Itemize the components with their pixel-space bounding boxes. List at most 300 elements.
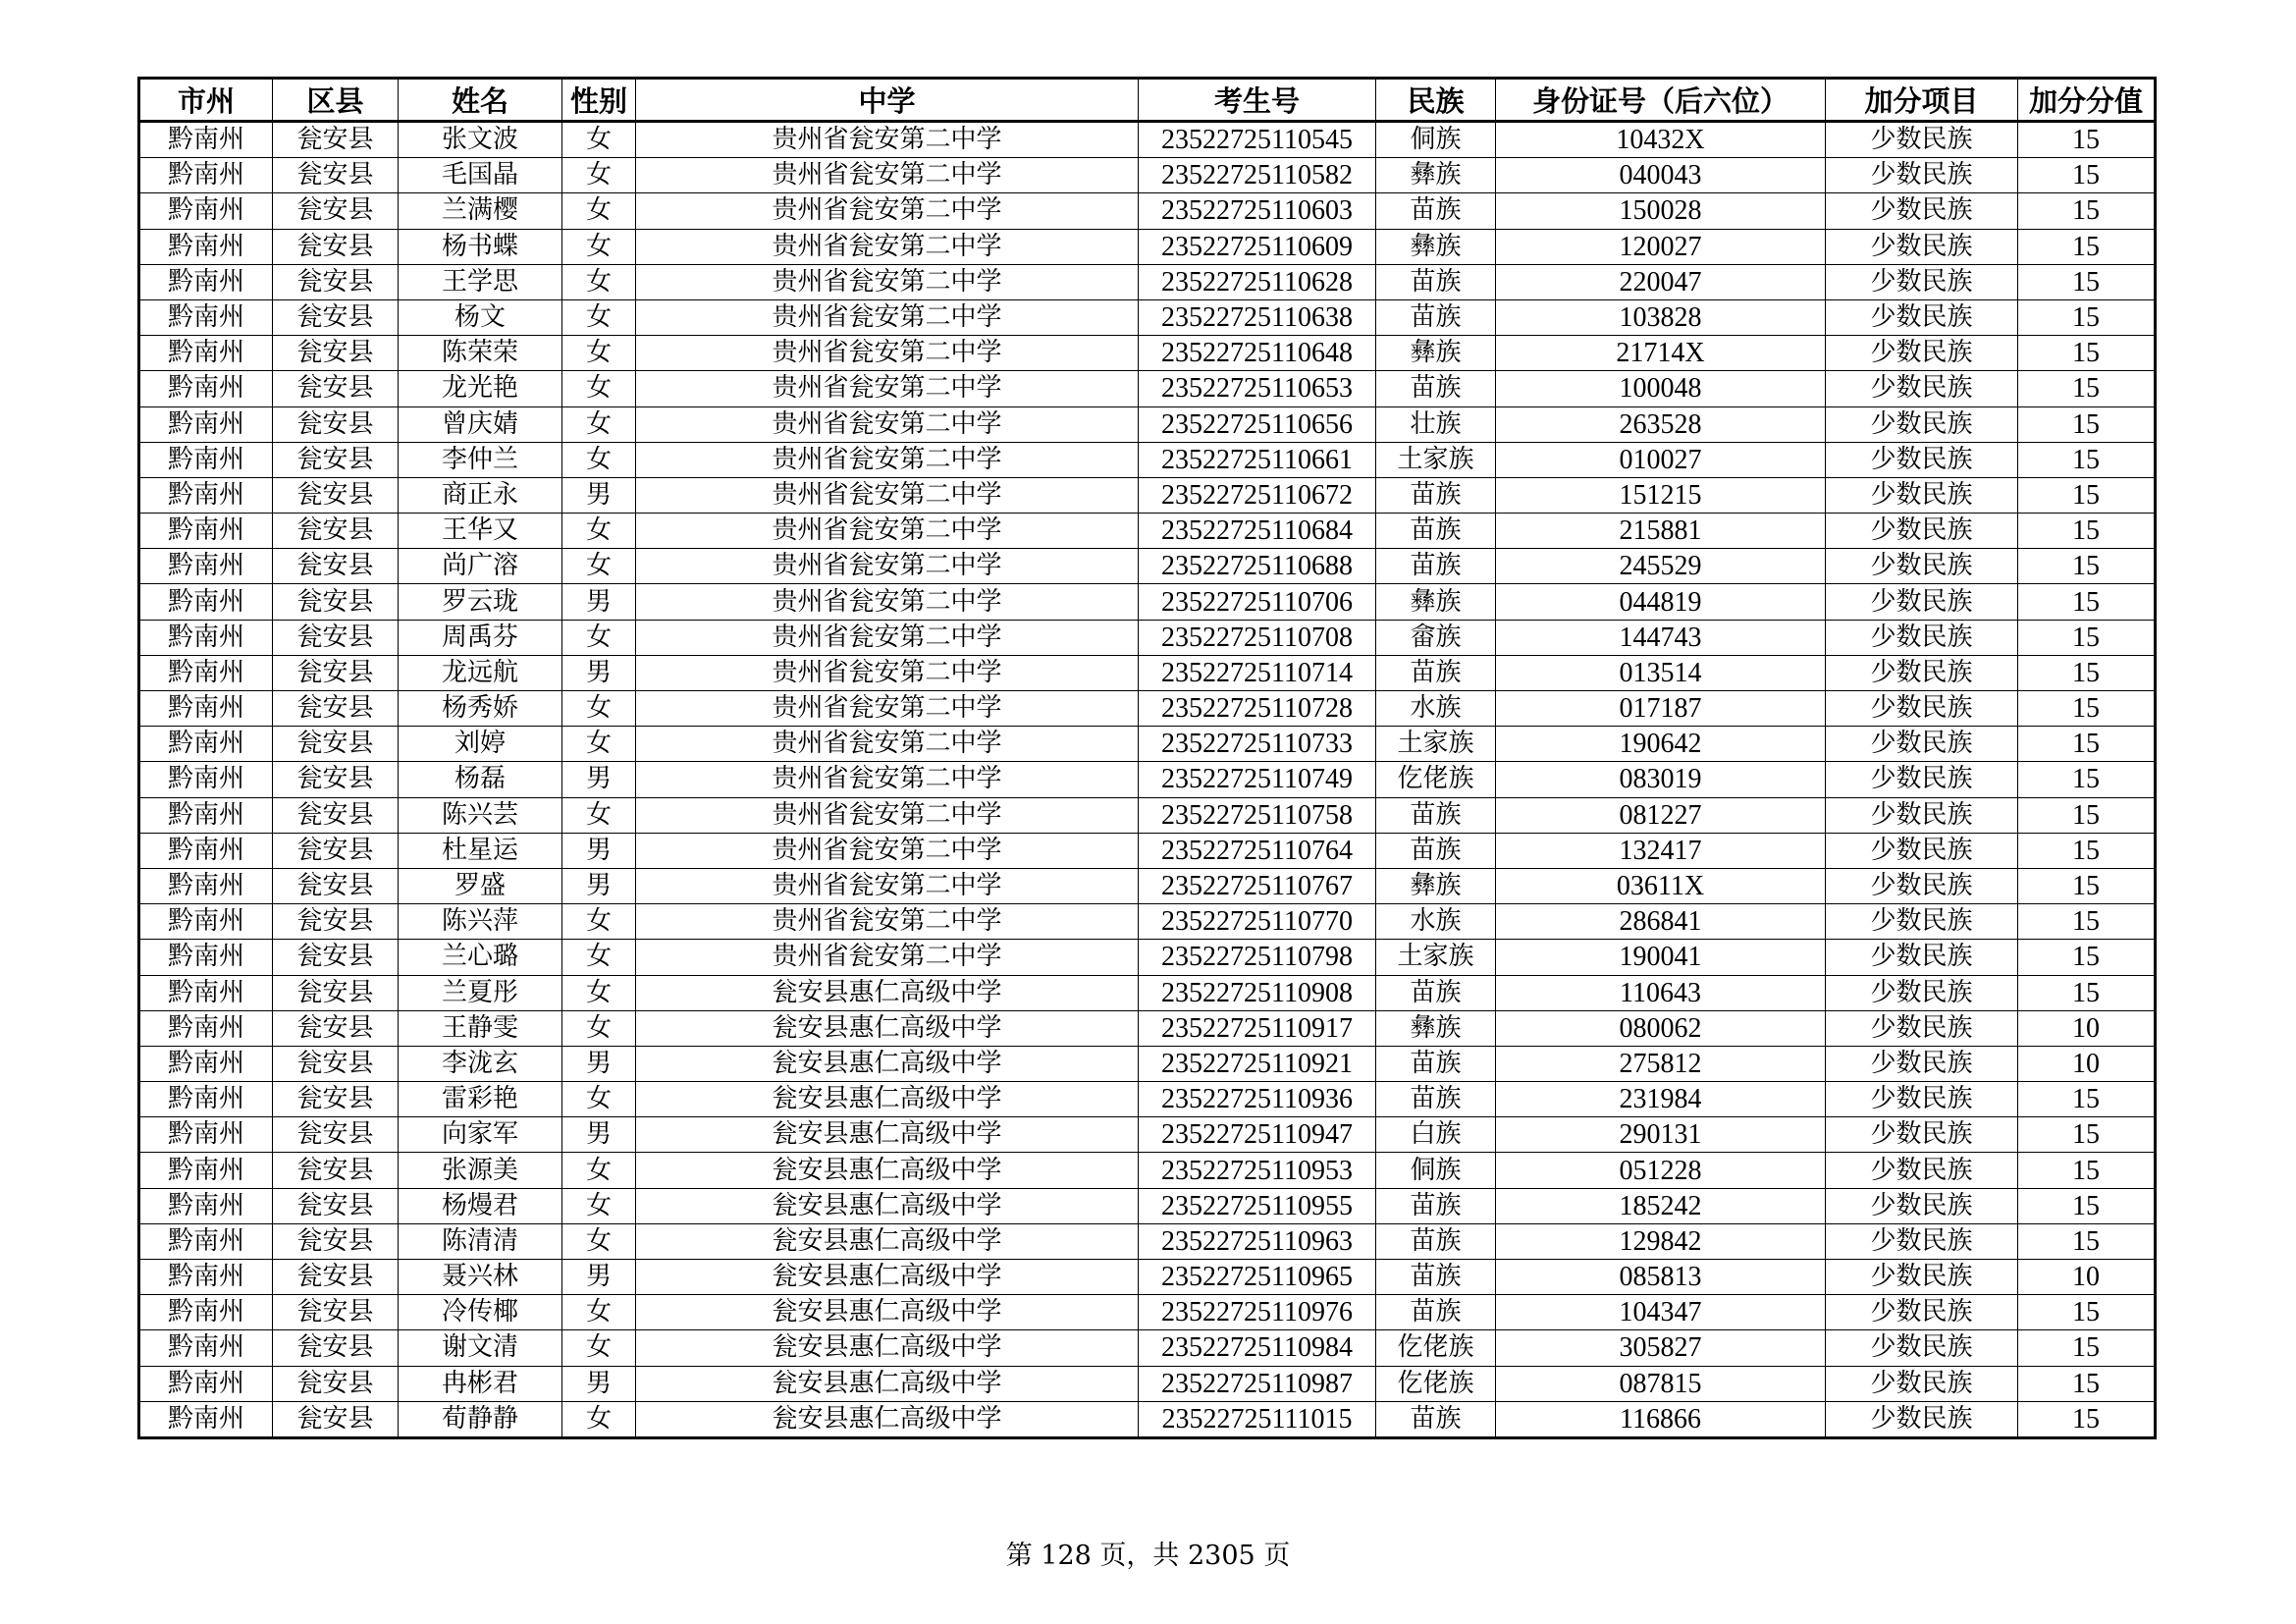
name-cell: 陈兴萍 [399,904,562,940]
ethnicity-cell: 土家族 [1376,442,1496,477]
city-cell: 黔南州 [139,620,273,655]
name-cell: 杨熳君 [399,1188,562,1223]
id-suffix-cell: 286841 [1496,904,1826,940]
school-cell: 贵州省瓮安第二中学 [636,797,1139,833]
city-cell: 黔南州 [139,904,273,940]
county-cell: 瓮安县 [273,1260,399,1295]
county-cell: 瓮安县 [273,1153,399,1188]
bonus-score-cell: 15 [2018,193,2156,229]
bonus-item-cell: 少数民族 [1826,371,2018,406]
id-suffix-cell: 116866 [1496,1401,1826,1437]
table-row [139,193,2156,229]
school-cell: 贵州省瓮安第二中学 [636,229,1139,264]
table-row [139,1010,2156,1046]
bonus-score-cell: 15 [2018,940,2156,975]
name-cell: 张文波 [399,122,562,158]
city-cell: 黔南州 [139,1117,273,1153]
id-suffix-cell: 231984 [1496,1082,1826,1117]
county-cell: 瓮安县 [273,940,399,975]
city-cell: 黔南州 [139,371,273,406]
bonus-score-cell: 15 [2018,477,2156,513]
header-ethnicity: 民族 [1376,79,1496,122]
name-cell: 冷传椰 [399,1295,562,1330]
county-cell: 瓮安县 [273,1010,399,1046]
bonus-item-cell: 少数民族 [1826,1295,2018,1330]
id-suffix-cell: 220047 [1496,264,1826,299]
school-cell: 瓮安县惠仁高级中学 [636,1330,1139,1366]
school-cell: 贵州省瓮安第二中学 [636,442,1139,477]
exam-number-cell: 23522725110582 [1139,158,1376,193]
gender-cell: 女 [562,371,636,406]
table-row [139,1082,2156,1117]
exam-number-cell: 23522725110609 [1139,229,1376,264]
county-cell: 瓮安县 [273,158,399,193]
table-row [139,762,2156,797]
gender-cell: 女 [562,1188,636,1223]
school-cell: 贵州省瓮安第二中学 [636,655,1139,690]
county-cell: 瓮安县 [273,514,399,549]
ethnicity-cell: 侗族 [1376,1153,1496,1188]
exam-number-cell: 23522725110708 [1139,620,1376,655]
table-body [139,122,2156,1438]
bonus-score-cell: 15 [2018,584,2156,620]
id-suffix-cell: 010027 [1496,442,1826,477]
city-cell: 黔南州 [139,122,273,158]
table-row [139,727,2156,762]
bonus-item-cell: 少数民族 [1826,940,2018,975]
exam-number-cell: 23522725110764 [1139,833,1376,868]
table-row [139,1260,2156,1295]
table-row [139,833,2156,868]
bonus-item-cell: 少数民族 [1826,158,2018,193]
table-row [139,122,2156,158]
ethnicity-cell: 苗族 [1376,1188,1496,1223]
school-cell: 瓮安县惠仁高级中学 [636,1188,1139,1223]
table-row [139,158,2156,193]
ethnicity-cell: 苗族 [1376,1223,1496,1259]
exam-number-cell: 23522725110706 [1139,584,1376,620]
bonus-score-cell: 15 [2018,371,2156,406]
ethnicity-cell: 仡佬族 [1376,1366,1496,1401]
header-exam-number: 考生号 [1139,79,1376,122]
id-suffix-cell: 120027 [1496,229,1826,264]
table-row [139,655,2156,690]
county-cell: 瓮安县 [273,477,399,513]
school-cell: 贵州省瓮安第二中学 [636,406,1139,442]
exam-number-cell: 23522725110714 [1139,655,1376,690]
city-cell: 黔南州 [139,1223,273,1259]
name-cell: 尚广溶 [399,549,562,584]
gender-cell: 女 [562,904,636,940]
city-cell: 黔南州 [139,1010,273,1046]
table-row [139,797,2156,833]
gender-cell: 女 [562,691,636,727]
city-cell: 黔南州 [139,940,273,975]
gender-cell: 女 [562,1082,636,1117]
bonus-item-cell: 少数民族 [1826,514,2018,549]
city-cell: 黔南州 [139,1260,273,1295]
gender-cell: 男 [562,477,636,513]
id-suffix-cell: 215881 [1496,514,1826,549]
bonus-item-cell: 少数民族 [1826,193,2018,229]
bonus-item-cell: 少数民族 [1826,229,2018,264]
bonus-score-cell: 15 [2018,620,2156,655]
bonus-item-cell: 少数民族 [1826,406,2018,442]
bonus-score-cell: 15 [2018,833,2156,868]
city-cell: 黔南州 [139,1082,273,1117]
county-cell: 瓮安县 [273,1223,399,1259]
bonus-item-cell: 少数民族 [1826,797,2018,833]
county-cell: 瓮安县 [273,833,399,868]
table-row [139,620,2156,655]
name-cell: 王华又 [399,514,562,549]
exam-number-cell: 23522725110758 [1139,797,1376,833]
school-cell: 贵州省瓮安第二中学 [636,193,1139,229]
name-cell: 罗云珑 [399,584,562,620]
id-suffix-cell: 275812 [1496,1046,1826,1081]
gender-cell: 女 [562,1223,636,1259]
school-cell: 贵州省瓮安第二中学 [636,336,1139,371]
id-suffix-cell: 21714X [1496,336,1826,371]
county-cell: 瓮安县 [273,264,399,299]
school-cell: 瓮安县惠仁高级中学 [636,1260,1139,1295]
ethnicity-cell: 土家族 [1376,940,1496,975]
school-cell: 贵州省瓮安第二中学 [636,122,1139,158]
exam-number-cell: 23522725110628 [1139,264,1376,299]
id-suffix-cell: 03611X [1496,868,1826,903]
bonus-score-cell: 15 [2018,122,2156,158]
id-suffix-cell: 103828 [1496,299,1826,335]
table-row [139,1188,2156,1223]
school-cell: 贵州省瓮安第二中学 [636,549,1139,584]
gender-cell: 男 [562,1366,636,1401]
gender-cell: 女 [562,336,636,371]
exam-number-cell: 23522725110984 [1139,1330,1376,1366]
table-row [139,1366,2156,1401]
city-cell: 黔南州 [139,727,273,762]
ethnicity-cell: 彝族 [1376,584,1496,620]
school-cell: 贵州省瓮安第二中学 [636,620,1139,655]
school-cell: 瓮安县惠仁高级中学 [636,1153,1139,1188]
ethnicity-cell: 苗族 [1376,549,1496,584]
gender-cell: 男 [562,868,636,903]
id-suffix-cell: 151215 [1496,477,1826,513]
name-cell: 张源美 [399,1153,562,1188]
name-cell: 毛国晶 [399,158,562,193]
bonus-item-cell: 少数民族 [1826,1082,2018,1117]
table-row [139,477,2156,513]
name-cell: 李泷玄 [399,1046,562,1081]
ethnicity-cell: 水族 [1376,904,1496,940]
bonus-score-cell: 15 [2018,1366,2156,1401]
name-cell: 刘婷 [399,727,562,762]
city-cell: 黔南州 [139,514,273,549]
table-row [139,1401,2156,1437]
school-cell: 贵州省瓮安第二中学 [636,762,1139,797]
header-row [139,79,2156,122]
name-cell: 罗盛 [399,868,562,903]
county-cell: 瓮安县 [273,1366,399,1401]
name-cell: 荀静静 [399,1401,562,1437]
bonus-score-cell: 15 [2018,1117,2156,1153]
city-cell: 黔南州 [139,868,273,903]
name-cell: 龙光艳 [399,371,562,406]
ethnicity-cell: 苗族 [1376,193,1496,229]
bonus-score-cell: 15 [2018,514,2156,549]
school-cell: 贵州省瓮安第二中学 [636,833,1139,868]
bonus-item-cell: 少数民族 [1826,655,2018,690]
ethnicity-cell: 土家族 [1376,727,1496,762]
gender-cell: 女 [562,940,636,975]
ethnicity-cell: 仡佬族 [1376,1330,1496,1366]
bonus-item-cell: 少数民族 [1826,1401,2018,1437]
table-row [139,584,2156,620]
county-cell: 瓮安县 [273,1401,399,1437]
bonus-score-cell: 15 [2018,1082,2156,1117]
gender-cell: 女 [562,514,636,549]
name-cell: 兰满樱 [399,193,562,229]
bonus-item-cell: 少数民族 [1826,264,2018,299]
ethnicity-cell: 白族 [1376,1117,1496,1153]
id-suffix-cell: 263528 [1496,406,1826,442]
bonus-item-cell: 少数民族 [1826,762,2018,797]
bonus-item-cell: 少数民族 [1826,691,2018,727]
bonus-score-cell: 15 [2018,264,2156,299]
name-cell: 杨秀娇 [399,691,562,727]
exam-number-cell: 23522725110656 [1139,406,1376,442]
exam-number-cell: 23522725110672 [1139,477,1376,513]
bonus-item-cell: 少数民族 [1826,1188,2018,1223]
bonus-score-cell: 15 [2018,549,2156,584]
ethnicity-cell: 苗族 [1376,264,1496,299]
exam-number-cell: 23522725110963 [1139,1223,1376,1259]
table-row [139,1153,2156,1188]
id-suffix-cell: 083019 [1496,762,1826,797]
county-cell: 瓮安县 [273,797,399,833]
exam-number-cell: 23522725111015 [1139,1401,1376,1437]
bonus-score-cell: 15 [2018,1188,2156,1223]
bonus-score-cell: 15 [2018,1223,2156,1259]
school-cell: 贵州省瓮安第二中学 [636,371,1139,406]
bonus-item-cell: 少数民族 [1826,122,2018,158]
name-cell: 杜星运 [399,833,562,868]
city-cell: 黔南州 [139,762,273,797]
header-id-suffix: 身份证号（后六位） [1496,79,1826,122]
id-suffix-cell: 290131 [1496,1117,1826,1153]
bonus-score-cell: 15 [2018,299,2156,335]
ethnicity-cell: 苗族 [1376,1046,1496,1081]
city-cell: 黔南州 [139,477,273,513]
bonus-item-cell: 少数民族 [1826,1153,2018,1188]
exam-number-cell: 23522725110936 [1139,1082,1376,1117]
name-cell: 陈荣荣 [399,336,562,371]
ethnicity-cell: 苗族 [1376,477,1496,513]
school-cell: 贵州省瓮安第二中学 [636,584,1139,620]
bonus-item-cell: 少数民族 [1826,904,2018,940]
bonus-score-cell: 15 [2018,158,2156,193]
name-cell: 雷彩艳 [399,1082,562,1117]
county-cell: 瓮安县 [273,1295,399,1330]
county-cell: 瓮安县 [273,229,399,264]
bonus-score-cell: 15 [2018,904,2156,940]
id-suffix-cell: 087815 [1496,1366,1826,1401]
table-row [139,371,2156,406]
ethnicity-cell: 苗族 [1376,1401,1496,1437]
gender-cell: 女 [562,406,636,442]
county-cell: 瓮安县 [273,975,399,1010]
name-cell: 向家军 [399,1117,562,1153]
id-suffix-cell: 129842 [1496,1223,1826,1259]
id-suffix-cell: 013514 [1496,655,1826,690]
bonus-item-cell: 少数民族 [1826,727,2018,762]
city-cell: 黔南州 [139,336,273,371]
county-cell: 瓮安县 [273,336,399,371]
city-cell: 黔南州 [139,299,273,335]
gender-cell: 男 [562,762,636,797]
ethnicity-cell: 苗族 [1376,975,1496,1010]
bonus-item-cell: 少数民族 [1826,1366,2018,1401]
name-cell: 兰心璐 [399,940,562,975]
gender-cell: 女 [562,229,636,264]
school-cell: 贵州省瓮安第二中学 [636,299,1139,335]
ethnicity-cell: 彝族 [1376,868,1496,903]
exam-number-cell: 23522725110987 [1139,1366,1376,1401]
ethnicity-cell: 苗族 [1376,299,1496,335]
name-cell: 王静雯 [399,1010,562,1046]
county-cell: 瓮安县 [273,584,399,620]
name-cell: 谢文清 [399,1330,562,1366]
table-row [139,904,2156,940]
gender-cell: 男 [562,833,636,868]
bonus-score-cell: 15 [2018,691,2156,727]
id-suffix-cell: 185242 [1496,1188,1826,1223]
table-header [139,79,2156,122]
county-cell: 瓮安县 [273,1188,399,1223]
id-suffix-cell: 190041 [1496,940,1826,975]
table-row [139,299,2156,335]
city-cell: 黔南州 [139,264,273,299]
table-row [139,1223,2156,1259]
exam-number-cell: 23522725110638 [1139,299,1376,335]
school-cell: 瓮安县惠仁高级中学 [636,975,1139,1010]
table-row [139,1117,2156,1153]
id-suffix-cell: 245529 [1496,549,1826,584]
id-suffix-cell: 150028 [1496,193,1826,229]
name-cell: 兰夏彤 [399,975,562,1010]
id-suffix-cell: 104347 [1496,1295,1826,1330]
city-cell: 黔南州 [139,442,273,477]
id-suffix-cell: 110643 [1496,975,1826,1010]
exam-number-cell: 23522725110770 [1139,904,1376,940]
city-cell: 黔南州 [139,1295,273,1330]
name-cell: 陈兴芸 [399,797,562,833]
gender-cell: 男 [562,1117,636,1153]
bonus-score-cell: 15 [2018,975,2156,1010]
bonus-score-cell: 10 [2018,1260,2156,1295]
school-cell: 贵州省瓮安第二中学 [636,904,1139,940]
county-cell: 瓮安县 [273,868,399,903]
exam-number-cell: 23522725110545 [1139,122,1376,158]
school-cell: 贵州省瓮安第二中学 [636,477,1139,513]
exam-number-cell: 23522725110648 [1139,336,1376,371]
bonus-item-cell: 少数民族 [1826,868,2018,903]
school-cell: 瓮安县惠仁高级中学 [636,1295,1139,1330]
ethnicity-cell: 彝族 [1376,229,1496,264]
name-cell: 杨磊 [399,762,562,797]
id-suffix-cell: 100048 [1496,371,1826,406]
exam-number-cell: 23522725110953 [1139,1153,1376,1188]
city-cell: 黔南州 [139,975,273,1010]
ethnicity-cell: 畲族 [1376,620,1496,655]
bonus-score-cell: 15 [2018,229,2156,264]
city-cell: 黔南州 [139,1188,273,1223]
exam-number-cell: 23522725110767 [1139,868,1376,903]
county-cell: 瓮安县 [273,193,399,229]
city-cell: 黔南州 [139,833,273,868]
school-cell: 瓮安县惠仁高级中学 [636,1117,1139,1153]
header-bonus-score: 加分分值 [2018,79,2156,122]
school-cell: 瓮安县惠仁高级中学 [636,1366,1139,1401]
gender-cell: 女 [562,442,636,477]
city-cell: 黔南州 [139,1401,273,1437]
name-cell: 曾庆婧 [399,406,562,442]
bonus-score-cell: 15 [2018,1153,2156,1188]
id-suffix-cell: 085813 [1496,1260,1826,1295]
name-cell: 李仲兰 [399,442,562,477]
exam-number-cell: 23522725110603 [1139,193,1376,229]
county-cell: 瓮安县 [273,1046,399,1081]
exam-number-cell: 23522725110749 [1139,762,1376,797]
exam-number-cell: 23522725110661 [1139,442,1376,477]
table-row [139,868,2156,903]
school-cell: 瓮安县惠仁高级中学 [636,1010,1139,1046]
table-row [139,1330,2156,1366]
county-cell: 瓮安县 [273,406,399,442]
id-suffix-cell: 040043 [1496,158,1826,193]
bonus-score-cell: 15 [2018,655,2156,690]
name-cell: 聂兴林 [399,1260,562,1295]
gender-cell: 女 [562,122,636,158]
city-cell: 黔南州 [139,1366,273,1401]
exam-number-cell: 23522725110733 [1139,727,1376,762]
ethnicity-cell: 彝族 [1376,158,1496,193]
county-cell: 瓮安县 [273,1082,399,1117]
exam-number-cell: 23522725110798 [1139,940,1376,975]
id-suffix-cell: 132417 [1496,833,1826,868]
ethnicity-cell: 苗族 [1376,1082,1496,1117]
name-cell: 陈清清 [399,1223,562,1259]
bonus-item-cell: 少数民族 [1826,620,2018,655]
id-suffix-cell: 190642 [1496,727,1826,762]
bonus-item-cell: 少数民族 [1826,1260,2018,1295]
exam-number-cell: 23522725110684 [1139,514,1376,549]
bonus-score-cell: 15 [2018,406,2156,442]
bonus-item-cell: 少数民族 [1826,1223,2018,1259]
name-cell: 冉彬君 [399,1366,562,1401]
school-cell: 贵州省瓮安第二中学 [636,940,1139,975]
table-row [139,514,2156,549]
gender-cell: 女 [562,975,636,1010]
ethnicity-cell: 仡佬族 [1376,762,1496,797]
id-suffix-cell: 081227 [1496,797,1826,833]
exam-number-cell: 23522725110921 [1139,1046,1376,1081]
gender-cell: 男 [562,1260,636,1295]
city-cell: 黔南州 [139,1330,273,1366]
exam-number-cell: 23522725110653 [1139,371,1376,406]
bonus-item-cell: 少数民族 [1826,549,2018,584]
gender-cell: 女 [562,264,636,299]
county-cell: 瓮安县 [273,1330,399,1366]
